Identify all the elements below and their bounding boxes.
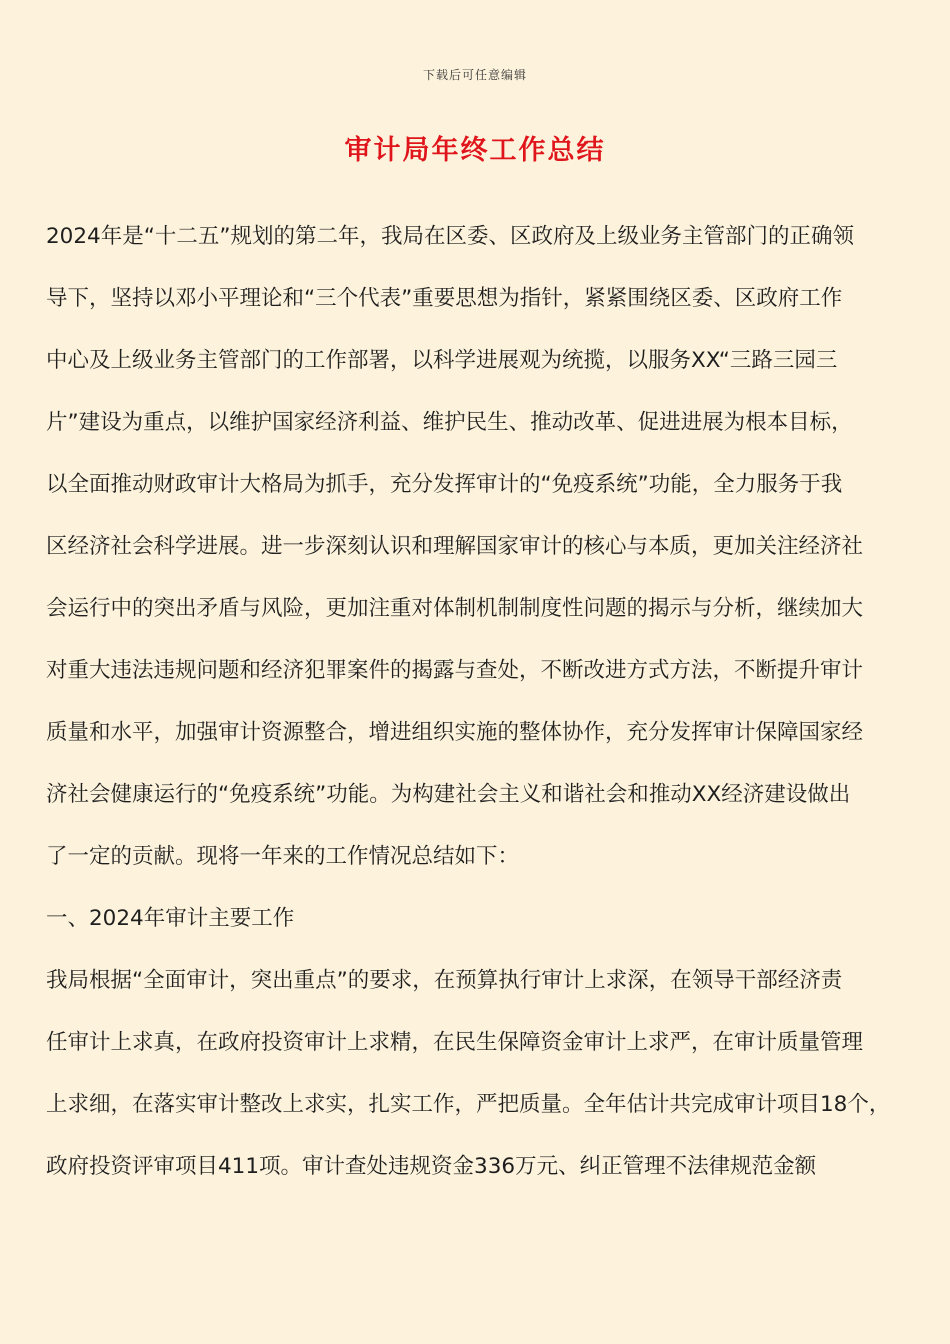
header-note: 下载后可任意编辑	[422, 68, 527, 82]
text-line: 以全面推动财政审计大格局为抓手，充分发挥审计的“免疫系统”功能，全力服务于我	[46, 472, 843, 497]
document-title: 审计局年终工作总结	[344, 135, 606, 166]
text-line: 政府投资评审项目411项。审计查处违规资金336万元、纠正管理不法律规范金额	[46, 1154, 817, 1179]
text-line: 片”建设为重点，以维护国家经济利益、维护民生、推动改革、促进进展为根本目标，	[46, 410, 853, 435]
text-line: 质量和水平，加强审计资源整合，增进组织实施的整体协作，充分发挥审计保障国家经	[46, 720, 864, 745]
text-line: 对重大违法违规问题和经济犯罪案件的揭露与查处，不断改进方式方法，不断提升审计	[46, 658, 864, 683]
text-line: 区经济社会科学进展。进一步深刻认识和理解国家审计的核心与本质，更加关注经济社	[46, 534, 864, 559]
text-line: 任审计上求真，在政府投资审计上求精，在民生保障资金审计上求严，在审计质量管理	[46, 1030, 864, 1055]
text-line: 济社会健康运行的“免疫系统”功能。为构建社会主义和谐社会和推动XX经济建设做出	[46, 782, 851, 807]
text-line: 中心及上级业务主管部门的工作部署，以科学进展观为统揽，以服务XX“三路三园三	[46, 348, 838, 373]
text-line: 我局根据“全面审计，突出重点”的要求，在预算执行审计上求深，在领导干部经济责	[46, 968, 843, 993]
text-line: 了一定的贡献。现将一年来的工作情况总结如下：	[46, 844, 520, 869]
text-line: 2024年是“十二五”规划的第二年，我局在区委、区政府及上级业务主管部门的正确领	[46, 224, 854, 249]
text-line: 会运行中的突出矛盾与风险，更加注重对体制机制制度性问题的揭示与分析，继续加大	[46, 596, 864, 621]
text-line: 上求细，在落实审计整改上求实，扎实工作，严把质量。全年估计共完成审计项目18个，	[46, 1092, 891, 1117]
body-text	[46, 221, 906, 1213]
text-line: 导下，坚持以邓小平理论和“三个代表”重要思想为指针，紧紧围绕区委、区政府工作	[46, 286, 843, 311]
section-heading: 一、2024年审计主要工作	[46, 906, 295, 931]
